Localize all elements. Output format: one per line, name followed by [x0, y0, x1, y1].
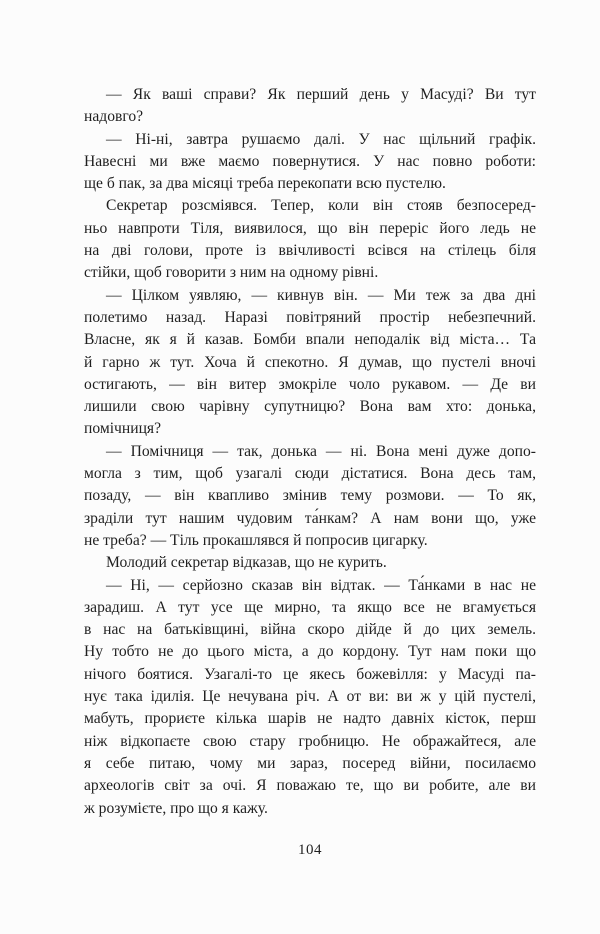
text-line: нує така ідилія. Це нечувана річ. А от ви: ви ж у цій пустелі,: [84, 688, 536, 706]
text-line: Власне, як я й казав. Бомби впали неподалік від міста… Та: [84, 331, 536, 349]
paragraph: [84, 195, 536, 284]
paragraph: [84, 441, 536, 552]
text-line: й гарно ж тут. Хоча й спекотно. Я думав, що пустелі вночі: [84, 353, 536, 371]
text-line: стійки, щоб говорити з ним на одному рівні.: [84, 264, 379, 282]
paragraph: [84, 575, 536, 820]
text-line: нічого боятися. Узагалі-то це якесь божевілля: у Масуді па-: [84, 665, 536, 683]
text-line: полетимо назад. Наразі повітряний простір небезпечний.: [84, 308, 536, 326]
text-line: зраділи тут нашим чудовим та́нкам? А нам вони що, уже: [84, 509, 536, 527]
text-line: Ну тобто не до цього міста, а до кордону. Тут нам поки що: [84, 643, 536, 661]
text-line: я себе питаю, чому ми зараз, посеред війни, посилаємо: [84, 754, 536, 772]
text-line: лишили свою чарівну супутницю? Вона вам хто: донька,: [84, 398, 536, 416]
text-line: ніж відкопаєте свою стару гробницю. Не ображайтеся, але: [84, 732, 536, 750]
paragraph: [84, 552, 536, 574]
text-line: надовго?: [84, 108, 144, 126]
text-line: мабуть, прориєте кілька шарів не надто давніх кісток, перш: [84, 710, 536, 728]
page-number: 104: [298, 842, 322, 858]
text-line: Секретар розсміявся. Тепер, коли він стояв безпосеред-: [106, 197, 536, 215]
text-line: зарадиш. А тут усе ще мирно, та якщо все не вгамується: [84, 598, 536, 616]
text-line: ж розумієте, про що я кажу.: [84, 799, 268, 817]
paragraph: [84, 129, 536, 196]
text-line: — Як ваші справи? Як перший день у Масуді? Ви тут: [106, 86, 536, 103]
text-line: — Ні, — серйозно сказав він відтак. — Та́нками в нас не: [106, 576, 536, 594]
paragraph: [84, 285, 536, 441]
text-line: могла з тим, щоб узагалі сюди дістатися. Вона десь там,: [84, 465, 536, 483]
text-line: Навесні ми вже маємо повернутися. У нас повно роботи:: [84, 152, 536, 170]
text-line: помічниця?: [84, 420, 162, 438]
text-line: не треба? — Тіль прокашлявся й попросив цигарку.: [84, 531, 428, 549]
page-text-block: [84, 84, 536, 820]
text-line: в нас на батьківщині, війна скоро дійде й до цих земель.: [84, 621, 536, 639]
text-line: — Ні-ні, завтра рушаємо далі. У нас щільний графік.: [106, 130, 536, 148]
text-line: ньо навпроти Тіля, виявилося, що він переріс його ледь не: [84, 219, 536, 237]
text-line: археологів світ за очі. Я поважаю те, що ви робите, але ви: [84, 777, 536, 795]
paragraph: [84, 84, 536, 129]
text-line: Молодий секретар відказав, що не курить.: [106, 554, 387, 572]
text-line: позаду, — він квапливо змінив тему розмови. — То як,: [84, 487, 536, 505]
text-line: ще б пак, за два місяці треба перекопати всю пустелю.: [84, 175, 446, 193]
text-line: остигають, — він витер змокріле чоло рукавом. — Де ви: [84, 375, 536, 393]
text-line: — Цілком уявляю, — кивнув він. — Ми теж за два дні: [106, 286, 536, 304]
text-line: — Помічниця — так, донька — ні. Вона мені дуже допо-: [106, 442, 536, 460]
text-line: на дві голови, проте із ввічливості всівся на стілець біля: [84, 242, 536, 260]
